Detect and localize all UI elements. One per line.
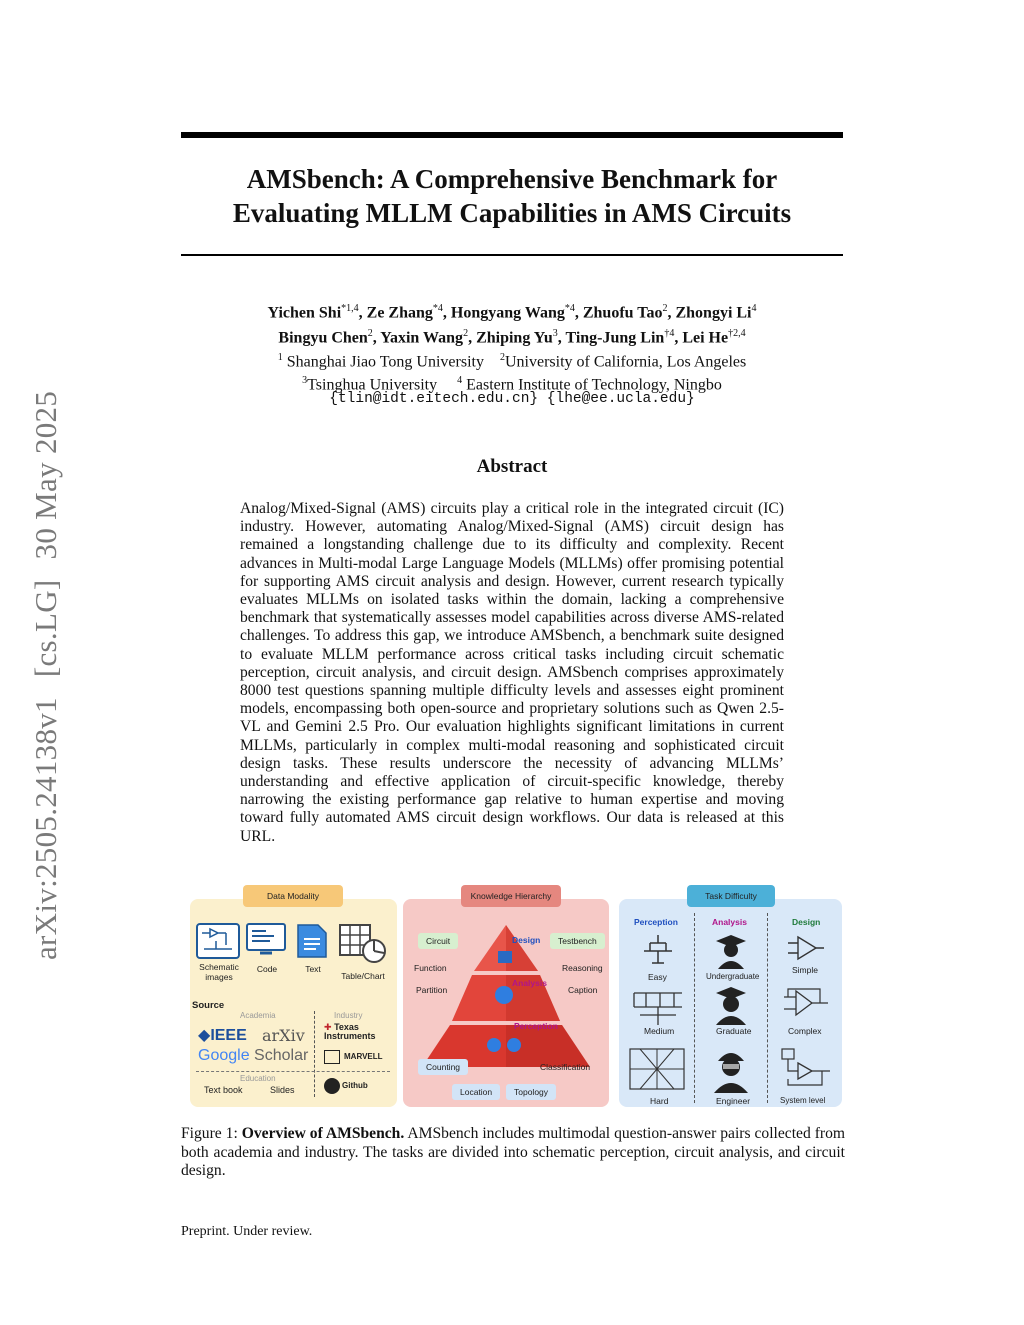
knowledge-chip: Location: [452, 1084, 500, 1100]
author-sup: 2: [463, 328, 469, 340]
author: Bingyu Chen: [278, 329, 368, 347]
author-sep: ,: [674, 329, 683, 347]
text-icon: [296, 923, 328, 959]
modality-label: Text: [305, 964, 321, 974]
modality-label: Table/Chart: [341, 971, 385, 981]
preprint-note: Preprint. Under review.: [181, 1224, 313, 1239]
affil-name: Eastern Institute of Technology, Ningbo: [466, 376, 722, 394]
perception-level: Hard: [650, 1096, 669, 1106]
arxiv-logo: arXiv: [262, 1026, 305, 1045]
table-chart-icon: [338, 923, 388, 963]
knowledge-chip: Counting: [418, 1059, 468, 1075]
modality-label: Schematic images: [199, 962, 239, 982]
design-level: Complex: [788, 1026, 822, 1036]
affil-num: 4: [457, 375, 463, 387]
code-icon: [246, 923, 286, 957]
scholar-text: Scholar: [254, 1047, 309, 1064]
author-sep: ,: [468, 329, 477, 347]
complex-design-icon: [782, 983, 830, 1025]
arxiv-stamp: [28, 371, 64, 960]
affil-num: 3: [302, 375, 308, 387]
abstract-text: Analog/Mixed-Signal (AMS) circuits play a critical role in the integrated circuit (IC) industry. However, automating Analog/Mixed-Signal (AMS) circuit design has remained a longstanding challenge due to its difficulty and complexity. Recent advances in Multi-modal Large Language Models (MLLMs) offer promising potential for supporting AMS circuit analysis and design. However, current research typically evaluates MLLMs on isolated tasks within the domain, lacking a comprehensive benchmark that systematically assesses model capabilities across diverse AMS-related challenges. To address this gap, we introduce AMSbench, a benchmark suite designed to evaluate MLLM performance across critical tasks including circuit schematic perception, circuit analysis, and circuit design. AMSbench comprises approximately 8000 test questions spanning multiple difficulty levels and assesses eight prominent models, encompassing both open-source and proprietary solutions such as Qwen 2.5-VL and Gemini 2.5 Pro. Our evaluation highlights significant limitations in current MLLMs, particularly in complex multi-modal reasoning and sophisticated circuit design tasks. These results underscore the necessity of advancing MLLMs’ understanding and effective application of circuit-specific knowledge, thereby narrowing the existing performance gap relative to human expertise and moving toward fully automated AMS circuit design workflows. Our data is released at this URL.: [240, 500, 784, 845]
paper-title: [181, 162, 843, 230]
knowledge-chip: Partition: [416, 985, 448, 995]
author-line-1: [181, 298, 843, 323]
caption-text: AMSbench includes multimodal question-answer pairs collected from both academia and industry. The tasks are divided into schematic perception, circuit analysis, and circuit design.: [181, 1125, 846, 1180]
ti-text-2: Instruments: [324, 1031, 376, 1041]
data-modality-title: Data Modality: [243, 885, 343, 907]
system-design-icon: [778, 1045, 834, 1091]
caption-prefix: Figure 1:: [181, 1125, 238, 1142]
perception-level: Medium: [644, 1026, 675, 1036]
academia-label: Academia: [240, 1011, 276, 1020]
affil-name: Tsinghua University: [307, 376, 438, 394]
github-text: Github: [342, 1081, 368, 1091]
caption-bold: Overview of AMSbench.: [241, 1125, 405, 1142]
author-sep: ,: [574, 304, 583, 322]
source-label: Source: [192, 1000, 225, 1011]
difficulty-title: Task Difficulty: [687, 885, 775, 907]
medium-circuit-icon: [630, 987, 686, 1029]
contact-emails[interactable]: {tlin@idt.eitech.edu.cn} {lhe@ee.ucla.edu}: [329, 391, 695, 407]
analysis-level: Engineer: [716, 1096, 751, 1106]
design-level: System level: [780, 1096, 826, 1105]
affiliations: [181, 348, 843, 395]
ti-logo: ✚ Texas Instruments: [324, 1022, 376, 1041]
author: Hongyang Wang: [450, 304, 565, 322]
title-line-2: Evaluating MLLM Capabilities in AMS Circuits: [232, 198, 792, 228]
author-sup: †4: [664, 328, 675, 340]
affil-line-1: [181, 348, 843, 371]
author-sep: ,: [358, 304, 367, 322]
col-analysis: Analysis: [712, 917, 747, 927]
edu-item: Slides: [270, 1085, 295, 1095]
author: Lei He: [682, 329, 729, 347]
author-sup: 2: [662, 303, 668, 314]
author: Zhuofu Tao: [582, 304, 663, 322]
knowledge-chip: Reasoning: [562, 963, 603, 973]
marvell-logo: [324, 1050, 383, 1064]
author-sup: *4: [564, 303, 575, 314]
affil-name: University of California, Los Angeles: [504, 353, 747, 371]
knowledge-chip: Function: [414, 963, 447, 973]
author: Zhiping Yu: [476, 329, 553, 347]
source-divider: [314, 1011, 315, 1097]
author: Ting-Jung Lin: [565, 329, 665, 347]
pyramid-level-analysis: Analysis: [512, 978, 547, 988]
author-sup: *4: [432, 303, 443, 314]
design-level: Simple: [792, 965, 818, 975]
author: Yaxin Wang: [380, 329, 464, 347]
knowledge-chip: Testbench: [550, 933, 605, 949]
pyramid-level-perception: Perception: [514, 1021, 558, 1031]
author-sep: ,: [442, 304, 451, 322]
difficulty-divider: [694, 913, 695, 1103]
author-sep: ,: [667, 304, 676, 322]
title-line-1: AMSbench: A Comprehensive Benchmark for: [246, 164, 778, 194]
affil-num: 2: [499, 352, 505, 363]
title-rule-bottom: [181, 254, 843, 256]
arxiv-date: 30 May 2025: [28, 390, 63, 560]
figure-caption: [181, 1125, 845, 1181]
google-text: Google: [198, 1047, 250, 1064]
author-sup: †2,4: [728, 328, 746, 340]
pyramid-level-design: Design: [512, 935, 541, 945]
knowledge-chip: Topology: [506, 1084, 556, 1100]
ti-text-1: Texas: [334, 1022, 359, 1032]
author-sup: 4: [751, 303, 757, 314]
author-sup: *1,4: [341, 303, 359, 314]
author-line-2: [181, 323, 843, 348]
ieee-logo-text: IEEE: [210, 1027, 247, 1044]
analysis-level: Undergraduate: [706, 972, 760, 981]
marvell-text: MARVELL: [344, 1052, 383, 1062]
col-design: Design: [792, 917, 821, 927]
undergraduate-icon: [714, 933, 748, 969]
difficulty-divider: [767, 913, 768, 1103]
title-rule-top: [181, 132, 843, 138]
analysis-level: Graduate: [716, 1026, 752, 1036]
author-sep: ,: [557, 329, 566, 347]
schematic-icon: [196, 923, 240, 959]
abstract-heading: Abstract: [476, 456, 548, 477]
knowledge-title: Knowledge Hierarchy: [461, 885, 561, 907]
author-list: [181, 298, 843, 349]
knowledge-chip: Classification: [540, 1062, 591, 1072]
simple-design-icon: [786, 931, 826, 965]
industry-label: Industry: [334, 1011, 363, 1020]
author: Ze Zhang: [366, 304, 433, 322]
knowledge-chip: Caption: [568, 985, 598, 995]
affil-name: Shanghai Jiao Tong University: [286, 353, 484, 371]
arxiv-id: arXiv:2505.24138v1: [28, 697, 63, 960]
ieee-logo: ◆IEEE: [198, 1027, 247, 1044]
easy-circuit-icon: [638, 933, 678, 969]
author-sep: ,: [372, 329, 381, 347]
edu-item: Text book: [204, 1085, 243, 1095]
col-perception: Perception: [634, 917, 678, 927]
knowledge-chip: Circuit: [418, 933, 458, 949]
author-sup: 3: [552, 328, 558, 340]
hard-circuit-icon: [624, 1045, 690, 1095]
overview-figure: [190, 883, 842, 1107]
education-divider: [196, 1071, 390, 1072]
education-label: Education: [240, 1074, 276, 1083]
engineer-icon: [712, 1045, 750, 1093]
author-sup: 2: [367, 328, 373, 340]
author: Yichen Shi: [267, 304, 342, 322]
affil-num: 1: [277, 352, 283, 363]
graduate-icon: [714, 985, 748, 1025]
google-scholar-logo: [198, 1047, 308, 1065]
perception-level: Easy: [648, 972, 667, 982]
author: Zhongyi Li: [675, 304, 752, 322]
arxiv-category: [cs.LG]: [28, 579, 63, 678]
github-logo: [324, 1078, 368, 1094]
modality-label: Code: [256, 964, 278, 974]
